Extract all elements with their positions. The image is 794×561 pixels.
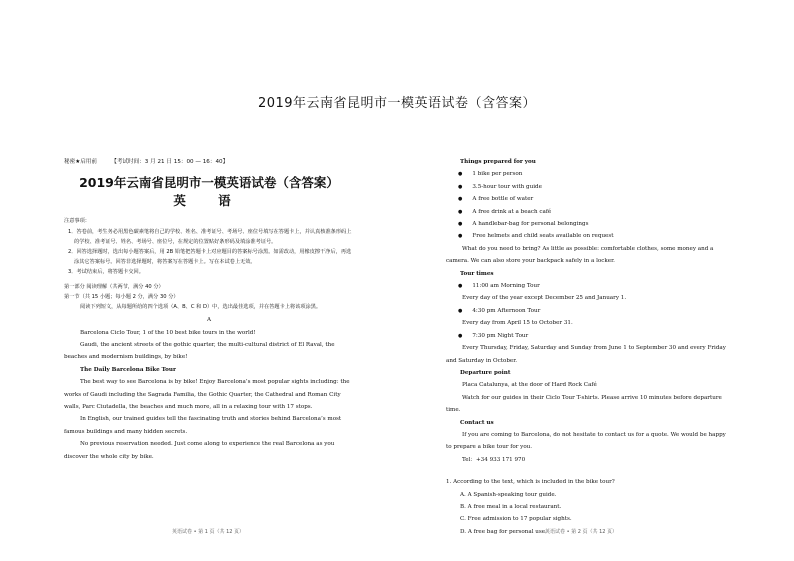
passage-paragraph: Gaudi, the ancient streets of the gothic quarter, the multi-cultural district of El Raval, the beaches and modernism buildings, by bike! [64, 342, 335, 361]
notes-list [64, 227, 354, 278]
instruction-text: 阅读下列短文，从每题所给的四个选项（A、B、C 和 D）中，选出最佳选项，并在答题卡上将该项涂黑。 [80, 304, 322, 311]
right-page [446, 156, 726, 538]
question-option: C. Free admission to 17 popular sights. [460, 516, 572, 523]
notes-heading: 注意事项： [64, 218, 90, 225]
question-text: 1. According to the text, which is included in the bike tour? [446, 479, 615, 486]
passage-paragraph: No previous reservation needed. Just come along to experience the real Barcelona as you discover the whole city by bike. [64, 441, 335, 460]
part-heading: 第一部分 阅读理解（共两节，满分 40 分） [64, 283, 164, 290]
note-item: 1．答卷前，考生务必用黑色碳素笔将自己的学校、姓名、准考证号、考场号、座位号填写在答题卡上，并认真核准条形码上的学校、准考证号、姓名、考场号、座位号，在规定的位置贴好条形码及填涂准考证号。 [68, 228, 352, 245]
tour-times-heading: Tour times [460, 270, 494, 277]
note-item: 3．考试结束后，将答题卡交回。 [68, 269, 144, 276]
passage-label: A [206, 317, 212, 324]
exam-title: 2019年云南省昆明市一模英语试卷（含答案） [79, 175, 339, 191]
passage-subheading: The Daily Barcelona Bike Tour [80, 366, 176, 373]
tour-time-note: Every Thursday, Friday, Saturday and Sunday from June 1 to September 30 and every Friday and Saturday in October. [446, 345, 726, 364]
things-item: ● 3.5-hour tour with guide [446, 181, 726, 193]
passage-paragraph: Barcelona Ciclo Tour, 1 of the 10 best bike tours in the world! [80, 329, 256, 336]
things-item: ● A handlebar-bag for personal belongings [446, 218, 726, 230]
things-item: ● 1 bike per person [446, 168, 726, 180]
tour-time-note: Every day of the year except December 25 and January 1. [462, 295, 627, 302]
exam-time: 【考试时间：3 月 21 日 15：00 — 16：40】 [111, 159, 229, 165]
document-title: 2019年云南省昆明市一模英语试卷（含答案） [257, 96, 537, 111]
left-page [64, 156, 354, 463]
things-heading: Things prepared for you [460, 159, 536, 165]
question-option: B. A free meal in a local restaurant. [460, 503, 562, 510]
things-item: ● A free bottle of water [446, 193, 726, 205]
things-item: ● Free helmets and child seats available on request [446, 230, 726, 242]
departure-note: Watch for our guides in their Ciclo Tour T-shirts. Please arrive 10 minutes before departure time. [446, 394, 722, 414]
page-footer-right: 英语试卷 • 第 2 页（共 12 页） [545, 529, 618, 535]
note-item: 2．回答选择题时，选出每小题答案后，用 2B 铅笔把答题卡上对应题目的答案标号涂黑。如需改动，用橡皮擦干净后，再选涂其它答案标号。回答非选择题时，将答案写在答题卡上。写在本试卷上无效。 [68, 249, 352, 266]
question-option: D. A free bag for personal use. [460, 528, 547, 535]
question-option: A. A Spanish-speaking tour guide. [460, 491, 557, 498]
section-heading: 第一节（共 15 小题；每小题 2 分，满分 30 分） [64, 293, 179, 300]
secret-mark: 秘密★启用前 [64, 159, 97, 165]
contact-tel: Tel：+34 933 171 970 [462, 456, 526, 463]
bring-paragraph: What do you need to bring? As little as possible: comfortable clothes, some money and a camera. We can also store your backpack safely in a locker. [446, 245, 714, 265]
departure-heading: Departure point [460, 369, 511, 376]
tour-time-item: ● 7:30 pm Night Tour [446, 330, 726, 342]
tour-time-item: ● 4:30 pm Afternoon Tour [446, 305, 726, 317]
departure-place: Placa Catalunya, at the door of Hard Rock Café [462, 382, 597, 389]
passage-paragraph: In English, our trained guides tell the fascinating truth and stories behind Barcelona’s most famous buildings and many hidden secrets. [64, 416, 342, 435]
exam-header-line [64, 156, 354, 168]
contact-heading: Contact us [460, 419, 494, 426]
tour-time-note: Every day from April 15 to October 31. [462, 320, 573, 327]
page-footer-left: 英语试卷 • 第 1 页（共 12 页） [172, 529, 245, 535]
tour-time-item: ● 11:00 am Morning Tour [446, 280, 726, 292]
exam-subject: 英 语 [173, 193, 245, 209]
things-item: ● A free drink at a beach café [446, 206, 726, 218]
passage-paragraph: The best way to see Barcelona is by bike! Enjoy Barcelona’s most popular sights including: the works of Gaudi including the Sagrada Familia, the Gothic Quarter, the Cathedral and Roman City walls, Parc Ciutadella, the beaches and much more, all in a relaxing tour with 17 stops. [64, 379, 350, 411]
contact-text: If you are coming to Barcelona, do not hesitate to contact us for a quote. We would be happy to prepare a bike tour for you. [446, 431, 726, 451]
